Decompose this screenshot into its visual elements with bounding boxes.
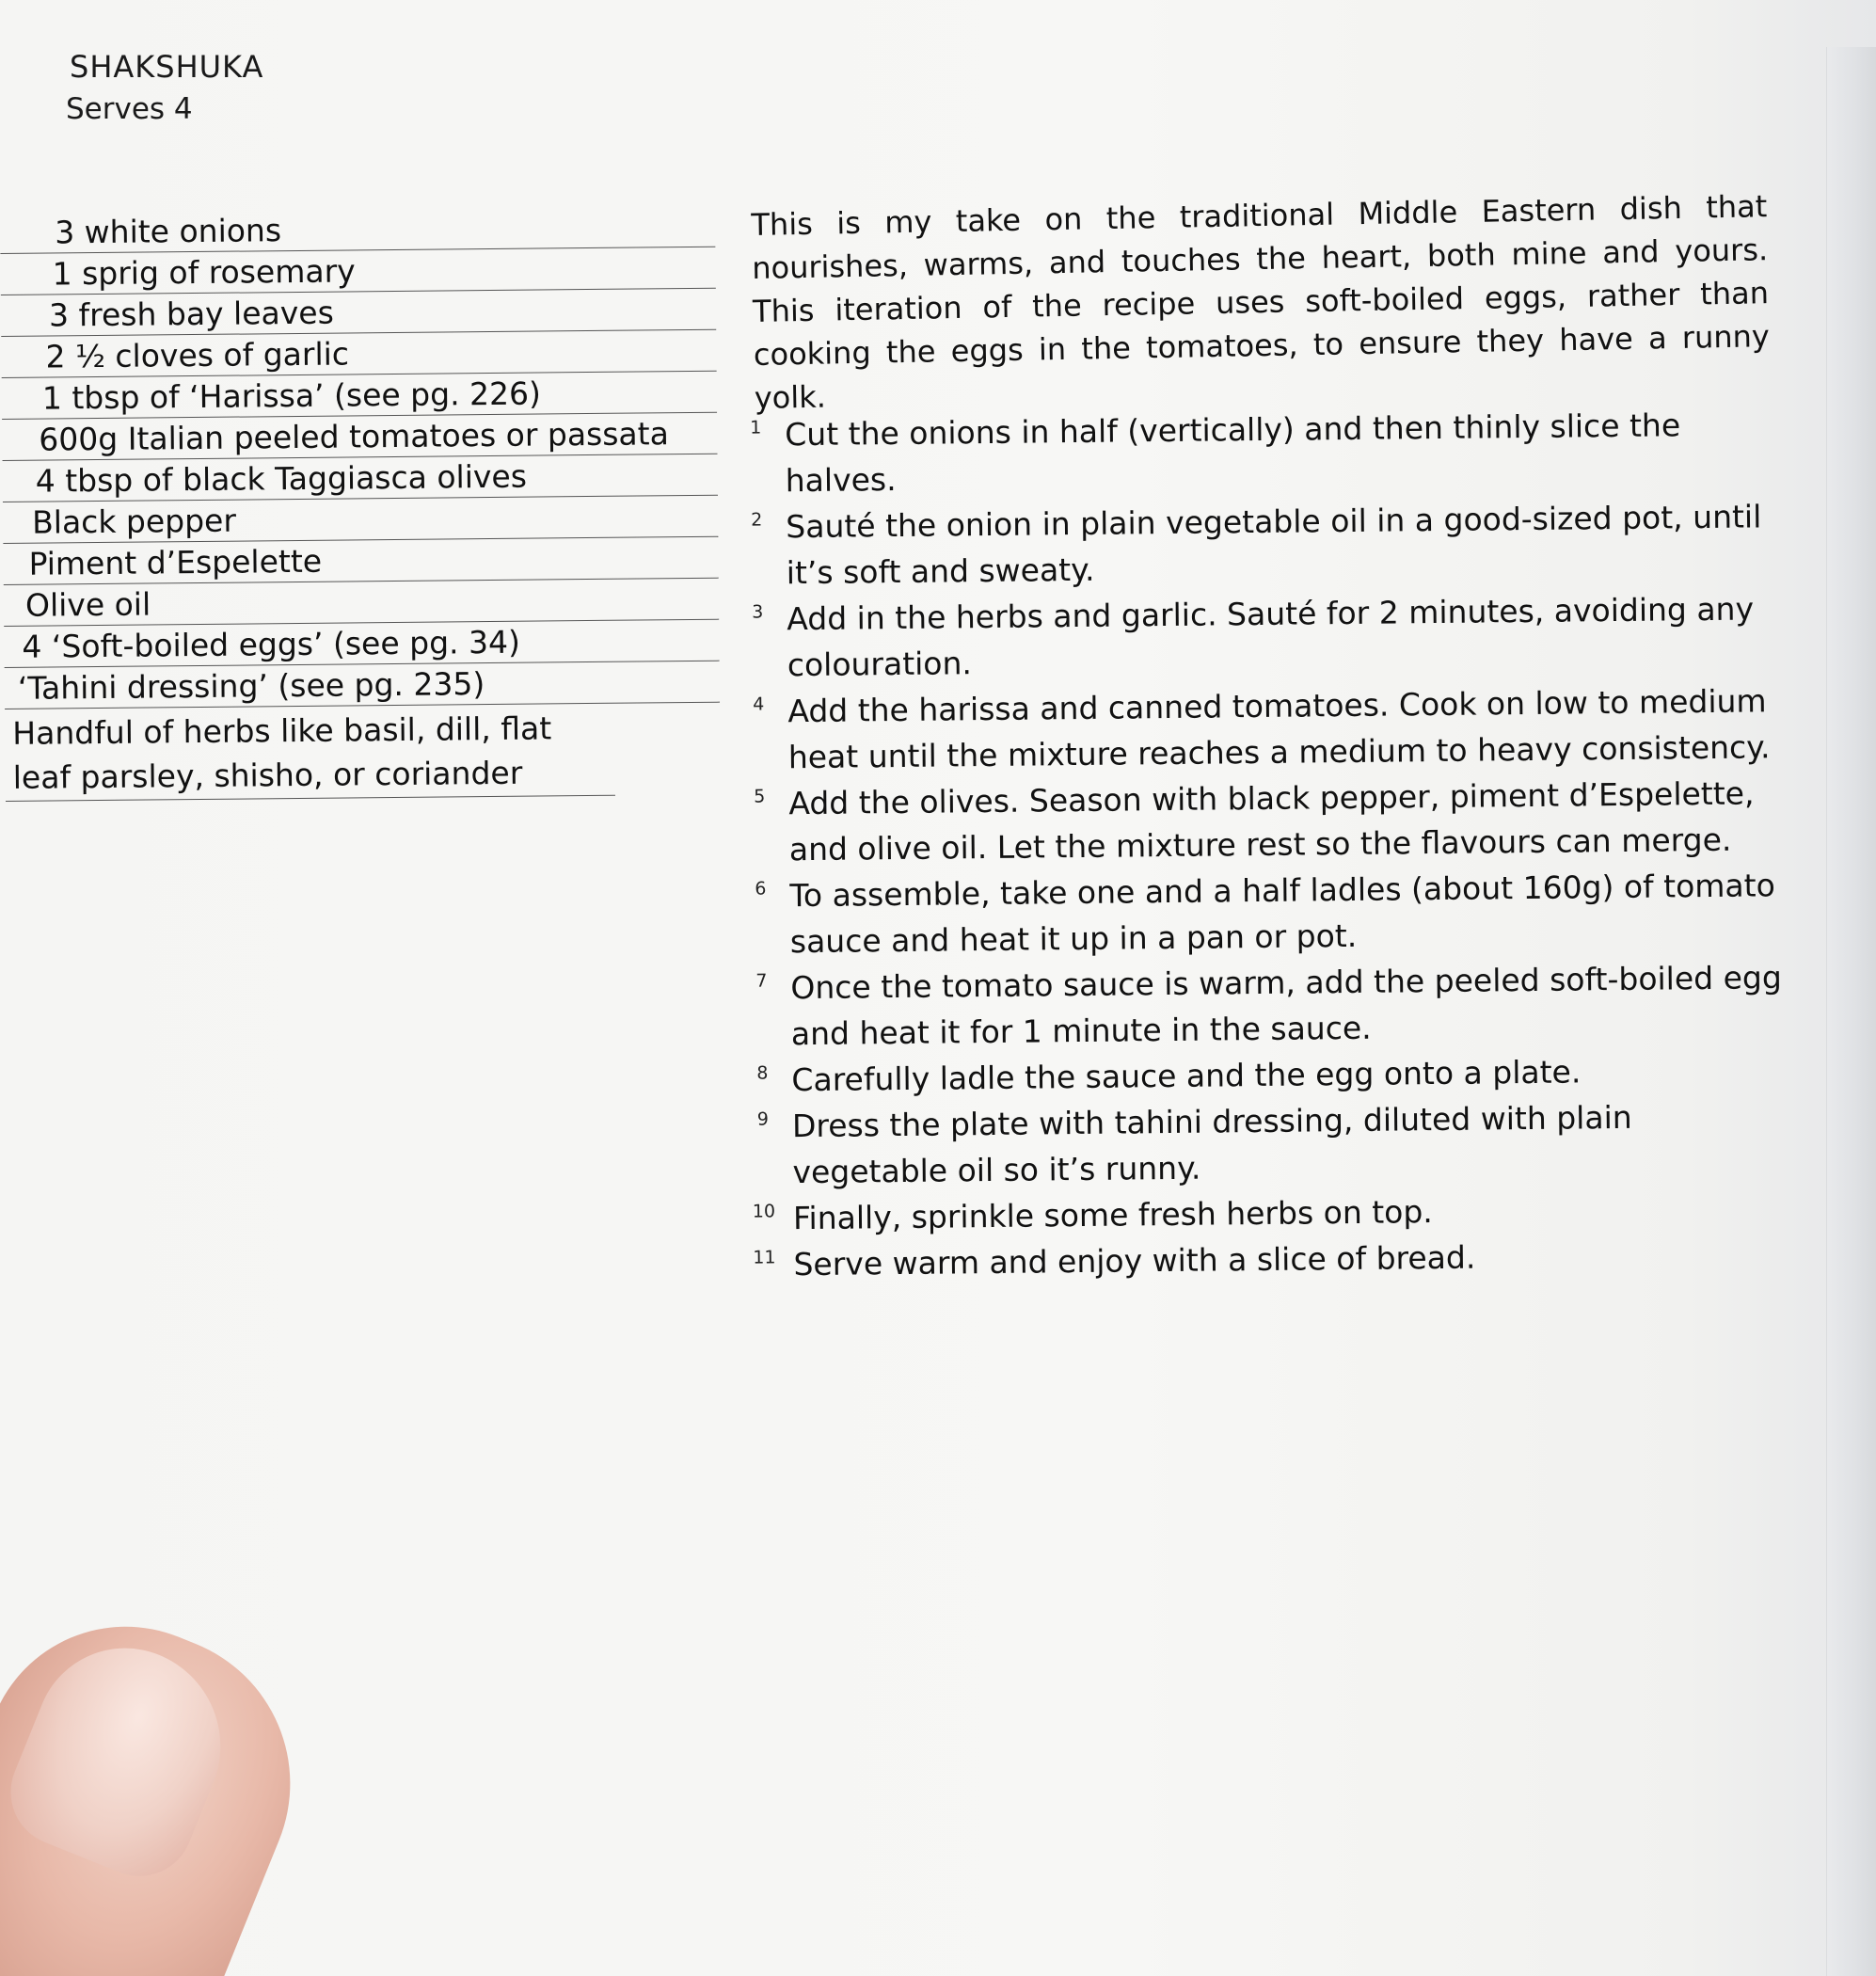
step-item [715, 401, 1779, 504]
step-item [723, 1092, 1787, 1196]
step-text: Add the harissa and canned tomatoes. Cook on low to medium heat until the mixture reaches a medium to heavy consistency. [787, 682, 1771, 776]
step-text: Carefully ladle the sauce and the egg onto a plate. [791, 1053, 1582, 1099]
step-number: 2 [751, 509, 763, 531]
step-text: Serve warm and enjoy with a slice of bread. [793, 1238, 1476, 1283]
page-edge [1826, 47, 1876, 1976]
ingredients-list [0, 206, 721, 802]
ingredient-item: 2 ½ cloves of garlic [1, 330, 716, 378]
method-steps [715, 401, 1788, 1288]
step-text: Add in the herbs and garlic. Sauté for 2 minutes, avoiding any colouration. [787, 590, 1755, 684]
step-text: Finally, sprinkle some fresh herbs on top. [792, 1193, 1434, 1237]
step-item [717, 585, 1781, 689]
step-number: 9 [756, 1108, 770, 1130]
step-number: 11 [753, 1247, 776, 1268]
ingredient-item: 3 fresh bay leaves [1, 289, 716, 337]
step-text: Dress the plate with tahini dressing, diluted with plain vegetable oil so it’s runny. [791, 1098, 1632, 1191]
step-text: Once the tomato sauce is warm, add the peeled soft-boiled egg and heat it for 1 minute in the sauce. [790, 959, 1782, 1053]
ingredient-item: ‘Tahini dressing’ (see pg. 235) [5, 661, 720, 709]
ingredient-item: 3 white onions [0, 206, 715, 254]
step-item [719, 770, 1783, 873]
step-number: 8 [756, 1062, 769, 1084]
ingredient-item: Black pepper [3, 496, 718, 544]
ingredient-item: 1 sprig of rosemary [0, 247, 715, 295]
ingredient-item: Handful of herbs like basil, dill, flat leaf parsley, shisho, or coriander [5, 704, 615, 802]
step-text: Cut the onions in half (vertically) and then thinly slice the halves. [785, 406, 1681, 500]
step-item [723, 1231, 1787, 1288]
step-text: To assemble, take one and a half ladles (about 160g) of tomato sauce and heat it up in a pan or pot. [789, 867, 1775, 961]
step-number: 10 [752, 1201, 776, 1222]
step-item [716, 493, 1780, 597]
step-number: 7 [755, 970, 768, 992]
ingredient-item: 600g Italian peeled tomatoes or passata [2, 413, 717, 461]
step-number: 5 [754, 786, 766, 807]
recipe-serves: Serves 4 [66, 92, 193, 126]
step-number: 6 [755, 878, 767, 900]
step-item [721, 954, 1785, 1058]
ingredient-item: 1 tbsp of ‘Harissa’ (see pg. 226) [2, 372, 717, 420]
step-text: Sauté the onion in plain vegetable oil in a good-sized pot, until it’s soft and sweaty. [786, 498, 1762, 592]
step-number: 1 [750, 417, 762, 438]
step-item [720, 862, 1784, 965]
step-item [718, 677, 1782, 781]
ingredient-item: 4 tbsp of black Taggiasca olives [3, 454, 718, 502]
ingredient-item: Piment d’Espelette [3, 537, 718, 585]
ingredient-item: 4 ‘Soft-boiled eggs’ (see pg. 34) [4, 620, 719, 668]
step-text: Add the olives. Season with black pepper, piment d’Espelette, and olive oil. Let the mixture rest so the flavours can merge. [788, 774, 1755, 868]
recipe-title: SHAKSHUKA [70, 49, 264, 85]
ingredient-item: Olive oil [4, 579, 719, 627]
step-number: 3 [752, 601, 764, 623]
recipe-intro: This is my take on the traditional Middle Eastern dish that nourishes, warms, and touches the heart, both mine and yours. This iteration of the recipe uses soft-boiled eggs, rather than cooking the eggs in the tomatoes, to ensure they have a runny yolk. [751, 188, 1771, 416]
step-number: 4 [753, 693, 765, 715]
